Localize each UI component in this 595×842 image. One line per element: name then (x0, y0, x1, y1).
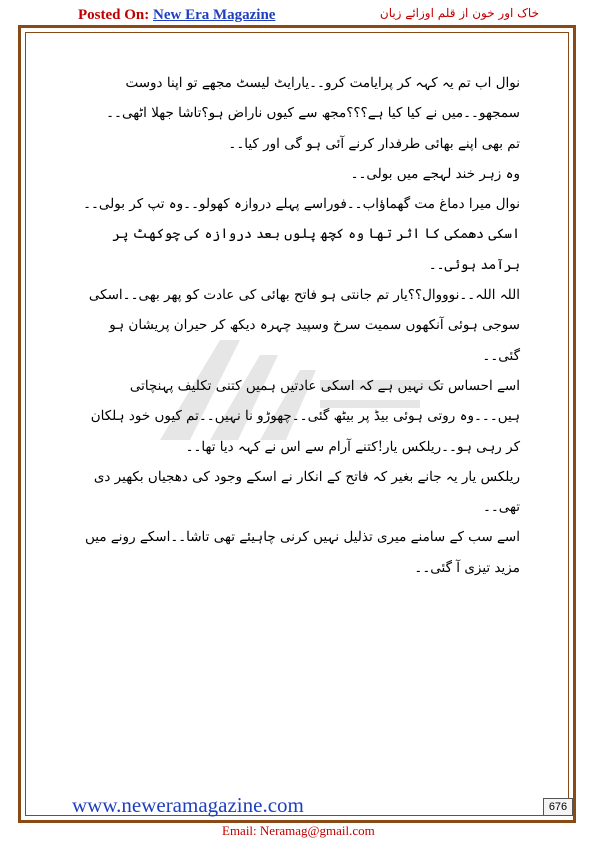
paragraph: اسے سب کے سامنے میری تذلیل نہیں کرنی چاہیئے تھی تاشا۔۔اسکے رونے میں مزید تیزی آ گئی۔۔ (85, 529, 520, 576)
paragraph: نوال اب تم یہ کہہ کر پرایامت کرو۔۔یارایٹ لیسٹ مجھے تو اپنا دوست سمجھو۔۔میں نے کیا کیا ہے؟؟؟مجھ سے کیوں ناراض ہو؟تاشا جھلا اٹھی۔۔ (106, 75, 520, 122)
article-body (80, 68, 520, 583)
paragraph: وہ زہر خند لہجے میں بولی۔۔ (350, 165, 520, 182)
paragraph: تم بھی اپنے بھائی طرفدار کرنے آئی ہو گی اور کیا۔۔ (228, 135, 520, 152)
paragraph: ریلکس یار یہ جانے بغیر کہ فاتح کے انکار نے اسکے وجود کی دھجیاں بکھیر دی تھی۔۔ (93, 468, 520, 516)
paragraph: اسے احساس تک نہیں ہے کہ اسکی عادتیں ہمیں کتنی تکلیف پہنچاتی ہیں۔۔۔وہ روتی ہوئی بیڈ پر بیٹھ گئی۔۔چھوڑو نا نہیں۔۔تم کیوں خود ہلکان کر رہی ہو۔۔ریلکس یار!کتنے آرام سے اس نے کہہ دیا تھا۔۔ (90, 377, 520, 455)
paragraph: اللہ اللہ۔۔نوووال؟؟یار تم جانتی ہو فاتح بھائی کی عادت کو پھر بھی۔۔اسکی سوجی ہوئی آنکھوں سمیت سرخ وسپید چہرہ دیکھ کر حیران پریشان ہو گئی۔۔ (88, 287, 520, 364)
posted-on-label: Posted On: (78, 7, 150, 23)
paragraph: اسکی دھمکی کا اثر تھا وہ کچھ پلوں بعد دروازہ کی چوکھٹ پر برآمد ہوئی۔۔ (112, 226, 520, 273)
header-posted-on (78, 7, 275, 24)
website-link[interactable]: www.neweramagazine.com (72, 793, 304, 817)
contact-email[interactable]: Email: Neramag@gmail.com (222, 823, 375, 838)
novel-title: خاک اور خون از قلم اوزائے زبان (379, 6, 539, 20)
magazine-link[interactable]: New Era Magazine (153, 7, 276, 23)
paragraph: نوال میرا دماغ مت گھماؤاب۔۔فوراسے پہلے دروازہ کھولو۔۔وہ تپ کر بولی۔۔ (83, 196, 520, 213)
page-number: 676 (543, 798, 573, 816)
